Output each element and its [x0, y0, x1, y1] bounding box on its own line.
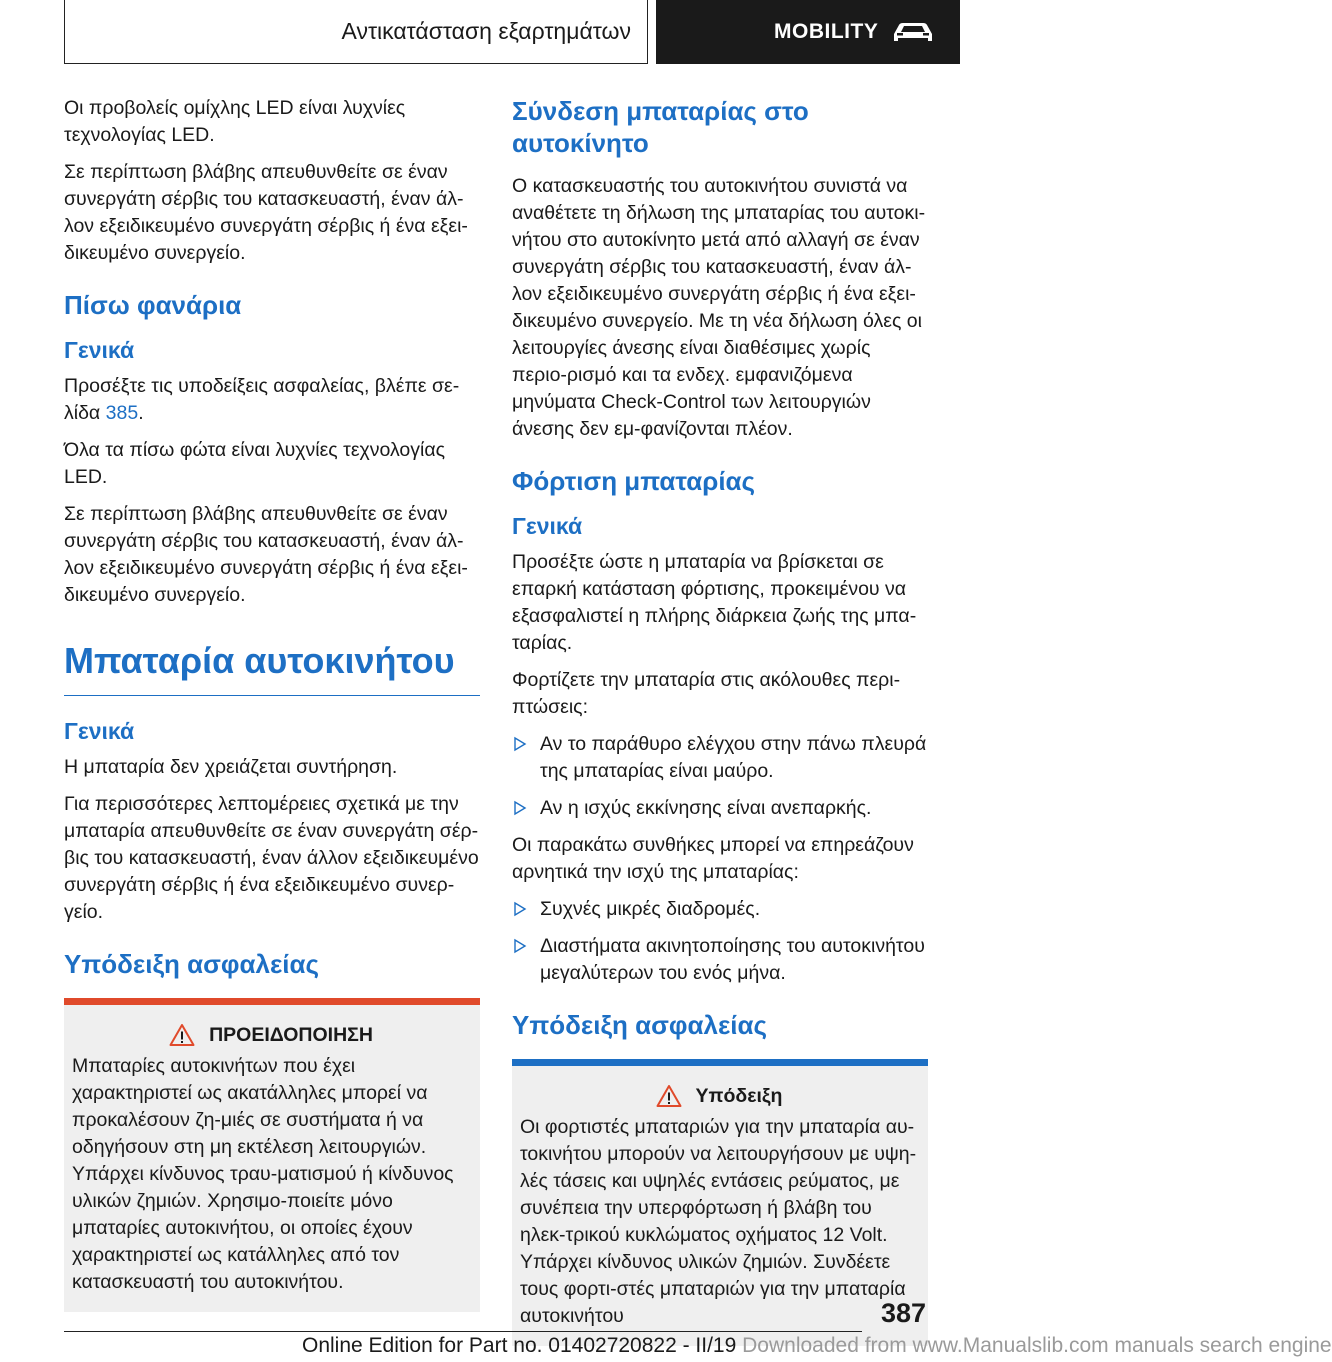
list-item-text: Συχνές μικρές διαδρομές.	[540, 898, 761, 920]
warning-box	[64, 998, 480, 1312]
list-item-text: Διαστήματα ακινητοποίησης του αυτοκινήτου μεγαλύτερων του ενός μήνα.	[540, 935, 925, 984]
list-item	[512, 896, 928, 923]
paragraph: Για περισσότερες λεπτομέρειες σχετικά με την μπαταρία απευθυνθείτε σε έναν συνεργάτη σέρ-βις του κατασκευαστή, έναν άλλον εξειδικευμένο συνεργάτη σέρβις ή ένα εξειδικευμένο συνερ-γείο.	[64, 793, 479, 923]
paragraph-safety-reference	[64, 373, 480, 427]
heading-rear-lights: Πίσω φανάρια	[64, 290, 242, 320]
right-column	[512, 95, 928, 1346]
list-item	[512, 731, 928, 785]
note-title: Υπόδειξη	[695, 1084, 783, 1107]
paragraph: Οι παρακάτω συνθήκες μπορεί να επηρεάζουν αρνητικά την ισχύ της μπαταρίας:	[512, 834, 914, 883]
text: .	[138, 402, 144, 424]
brand-label: MOBILITY	[774, 20, 879, 43]
footer-divider	[64, 1331, 862, 1332]
bullet-list	[512, 896, 928, 987]
paragraph: Όλα τα πίσω φώτα είναι λυχνίες τεχνολογίας LED.	[64, 439, 446, 488]
note-box	[512, 1059, 928, 1346]
paragraph: Σε περίπτωση βλάβης απευθυνθείτε σε έναν συνεργάτη σέρβις του κατασκευαστή, έναν άλ-λον εξειδικευμένο συνεργάτη σέρβις ή ένα εξει-δικευμένο συνεργείο.	[64, 161, 468, 264]
bullet-list	[512, 731, 928, 822]
footer-edition	[302, 1334, 1332, 1358]
heading-battery-charging: Φόρτιση μπαταρίας	[512, 466, 756, 496]
heading-safety-note: Υπόδειξη ασφαλείας	[64, 949, 320, 979]
paragraph: Σε περίπτωση βλάβης απευθυνθείτε σε έναν συνεργάτη σέρβις του κατασκευαστή, έναν άλ-λον εξειδικευμένο συνεργάτη σέρβις ή ένα εξει-δικευμένο συνεργείο.	[64, 503, 468, 606]
warning-header	[72, 1023, 470, 1047]
triangle-bullet-icon	[514, 801, 526, 815]
list-item-text: Αν η ισχύς εκκίνησης είναι ανεπαρκής.	[540, 797, 872, 819]
triangle-bullet-icon	[514, 737, 526, 751]
heading-general: Γενικά	[512, 513, 583, 539]
watermark-text: Downloaded from www.Manualslib.com manuals search engine	[742, 1334, 1332, 1357]
paragraph: Οι προβολείς ομίχλης LED είναι λυχνίες τεχνολογίας LED.	[64, 97, 406, 146]
note-header	[520, 1084, 918, 1108]
triangle-bullet-icon	[514, 939, 526, 953]
brand-header	[656, 0, 960, 64]
paragraph: Η μπαταρία δεν χρειάζεται συντήρηση.	[64, 756, 398, 778]
warning-icon	[656, 1084, 682, 1108]
section-header	[64, 0, 648, 64]
list-item	[512, 933, 928, 987]
car-icon	[890, 20, 936, 44]
left-column	[64, 95, 480, 1312]
page-number: 387	[880, 1298, 926, 1328]
heading-general: Γενικά	[64, 337, 135, 363]
paragraph: Προσέξτε ώστε η μπαταρία να βρίσκεται σε επαρκή κατάσταση φόρτισης, προκειμένου να εξασφαλιστεί η πλήρης διάρκεια ζωής της μπα-ταρίας.	[512, 551, 917, 654]
text: Προσέξτε τις υποδείξεις ασφαλείας, βλέπε σε-λίδα	[64, 375, 460, 424]
heading-general: Γενικά	[64, 718, 135, 744]
warning-icon	[169, 1023, 195, 1047]
triangle-bullet-icon	[514, 902, 526, 916]
paragraph: Φορτίζετε την μπαταρία στις ακόλουθες περι-πτώσεις:	[512, 669, 901, 718]
warning-text: Μπαταρίες αυτοκινήτων που έχει χαρακτηριστεί ως ακατάλληλες μπορεί να προκαλέσουν ζη-μιές σε συστήματα ή να οδηγήσουν στη μη εκτέλεση λειτουργιών. Υπάρχει κίνδυνος τραυ-ματισμού ή κίνδυνος υλικών ζημιών. Χρησιμο-ποιείτε μόνο μπαταρίες αυτοκινήτου, οι οποίες έχουν χαρακτηριστεί ως κατάλληλες από τον κατασκευαστή του αυτοκινήτου.	[72, 1055, 454, 1293]
list-item	[512, 795, 928, 822]
heading-safety-note: Υπόδειξη ασφαλείας	[512, 1010, 768, 1040]
edition-text: Online Edition for Part no. 01402720822 - II/19	[302, 1334, 737, 1357]
section-title: Αντικατάσταση εξαρτημάτων	[341, 18, 631, 44]
heading-car-battery: Μπαταρία αυτοκινήτου	[64, 637, 480, 696]
note-text: Οι φορτιστές μπαταριών για την μπαταρία αυ-τοκινήτου μπορούν να λειτουργήσουν με υψη-λές τάσεις και υψηλές εντάσεις ρεύματος, με συνέπεια την υπερφόρτωση ή βλάβη του ηλεκ-τρικού κυκλώματος οχήματος 12 Volt. Υπάρχει κίνδυνος υλικών ζημιών. Συνδέετε τους φορτι-στές μπαταριών για την μπαταρία αυτοκινήτου	[520, 1116, 917, 1327]
warning-title: ΠΡΟΕΙΔΟΠΟΙΗΣΗ	[209, 1023, 373, 1046]
page-link[interactable]: 385	[105, 402, 139, 424]
heading-connect-battery: Σύνδεση μπαταρίας στο αυτοκίνητο	[512, 96, 809, 158]
paragraph: Ο κατασκευαστής του αυτοκινήτου συνιστά να αναθέτετε τη δήλωση της μπαταρίας του αυτοκι-νήτου στο αυτοκίνητο μετά από αλλαγή σε έναν συνεργάτη σέρβις του κατασκευαστή, έναν άλ-λον εξειδικευμένο συνεργάτη σέρβις ή ένα εξει-δικευμένο συνεργείο. Με τη νέα δήλωση όλες οι λειτουργίες άνεσης είναι διαθέσιμες χωρίς περιο-ρισμό και τα ενδεχ. εμφανιζόμενα μηνύματα Check-Control των λειτουργιών άνεσης δεν εμ-φανίζονται πλέον.	[512, 175, 926, 440]
list-item-text: Αν το παράθυρο ελέγχου στην πάνω πλευρά της μπαταρίας είναι μαύρο.	[540, 733, 927, 782]
